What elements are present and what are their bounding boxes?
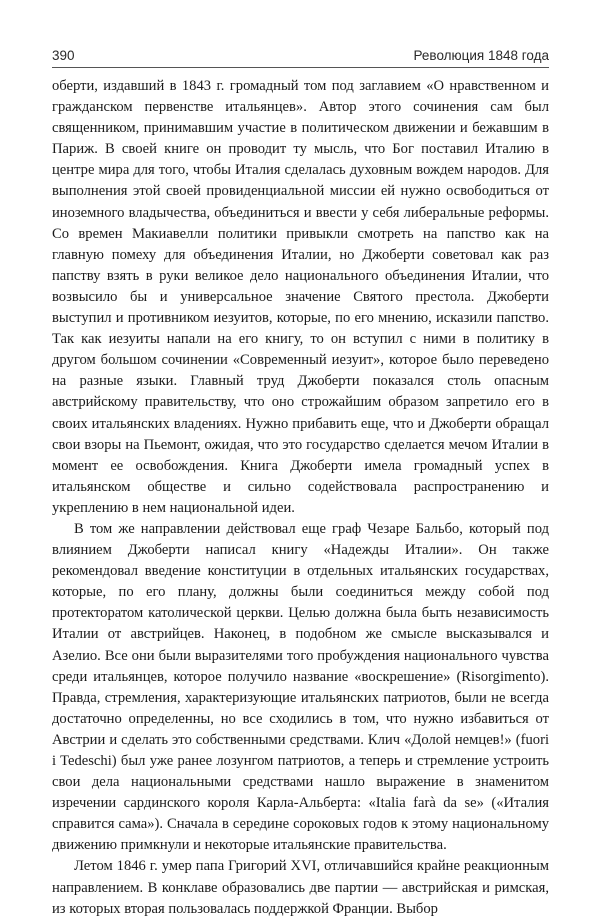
- book-page: [52, 48, 549, 920]
- paragraph: Летом 1846 г. умер папа Григорий XVI, отличавшийся крайне реакционным направлением. В конклаве образовались две партии — австрийская и римская, из которых вторая пользовалась поддержкой Франции. Выбор: [52, 858, 549, 917]
- paragraph-continued: оберти, издавший в 1843 г. громадный том под заглавием «О нравственном и гражданском первенстве итальянцев». Автор этого сочинения сам был священником, принимавшим участие в политическом движении и бежавшим в Париж. В своей книге он проводит ту мысль, что Бог поставил Италию в центре мира для того, чтобы Италия сделалась духовным вождем народов. Для выполнения этой своей провиденциальной миссии ей нужно освободиться от иноземного владычества, объединиться и ввести у себя либеральные реформы. Со времен Макиавелли политики привыкли смотреть на папство как на главную помеху для объединения Италии, но Джоберти советовал как раз папству взять в руки великое дело национального объединения Италии, что возвысило бы и универсальное значение Святого престола. Джоберти выступил и противником иезуитов, которые, по его мнению, исказили папство. Так как иезуиты напали на его книгу, то он вступил с ними в политику в другом большом сочинении «Современный иезуит», которое было переведено на разные языки. Главный труд Джоберти показался столь опасным австрийскому правительству, что оно строжайшим образом запретило его в своих итальянских владениях. Нужно прибавить еще, что и Джоберти обращал свои взоры на Пьемонт, ожидая, что это государство сделается мечом Италии в момент ее освобождения. Книга Джоберти имела громадный успех в итальянском обществе и сильно содействовала распространению и укреплению в нем национальной идеи.: [52, 78, 549, 516]
- header-rule: [52, 67, 549, 68]
- running-head: [52, 48, 549, 68]
- body-text: [52, 76, 549, 920]
- paragraph: В том же направлении действовал еще граф Чезаре Бальбо, который под влиянием Джоберти написал книгу «Надежды Италии». Он также рекомендовал введение конституции в отдельных итальянских государствах, которые, по его плану, должны были соединиться между собой под протекторатом католической церкви. Целью должна была быть независимость Италии от австрийцев. Наконец, в подобном же смысле высказывался и Азелио. Все они были выразителями того пробуждения национального чувства среди итальянцев, которое получило название «воскрешение» (Risorgimento). Правда, стремления, характеризующие итальянских патриотов, были не всегда достаточно определенны, но все сходились в том, что нужно избавиться от Австрии и сделать это собственными средствами. Клич «Долой немцев!» (fuori i Tedeschi) был уже ранее лозунгом патриотов, а теперь и стремление устроить свои дела национальными средствами нашло выражение в знаменитом изречении сардинского короля Карла-Альберта: «Italia farà da se» («Италия справится сама»). Сначала в середине сороковых годов к этому национальному движению примкнули и некоторые итальянские правительства.: [52, 520, 549, 854]
- running-title: Революция 1848 года: [413, 48, 549, 63]
- page-number: 390: [52, 48, 75, 63]
